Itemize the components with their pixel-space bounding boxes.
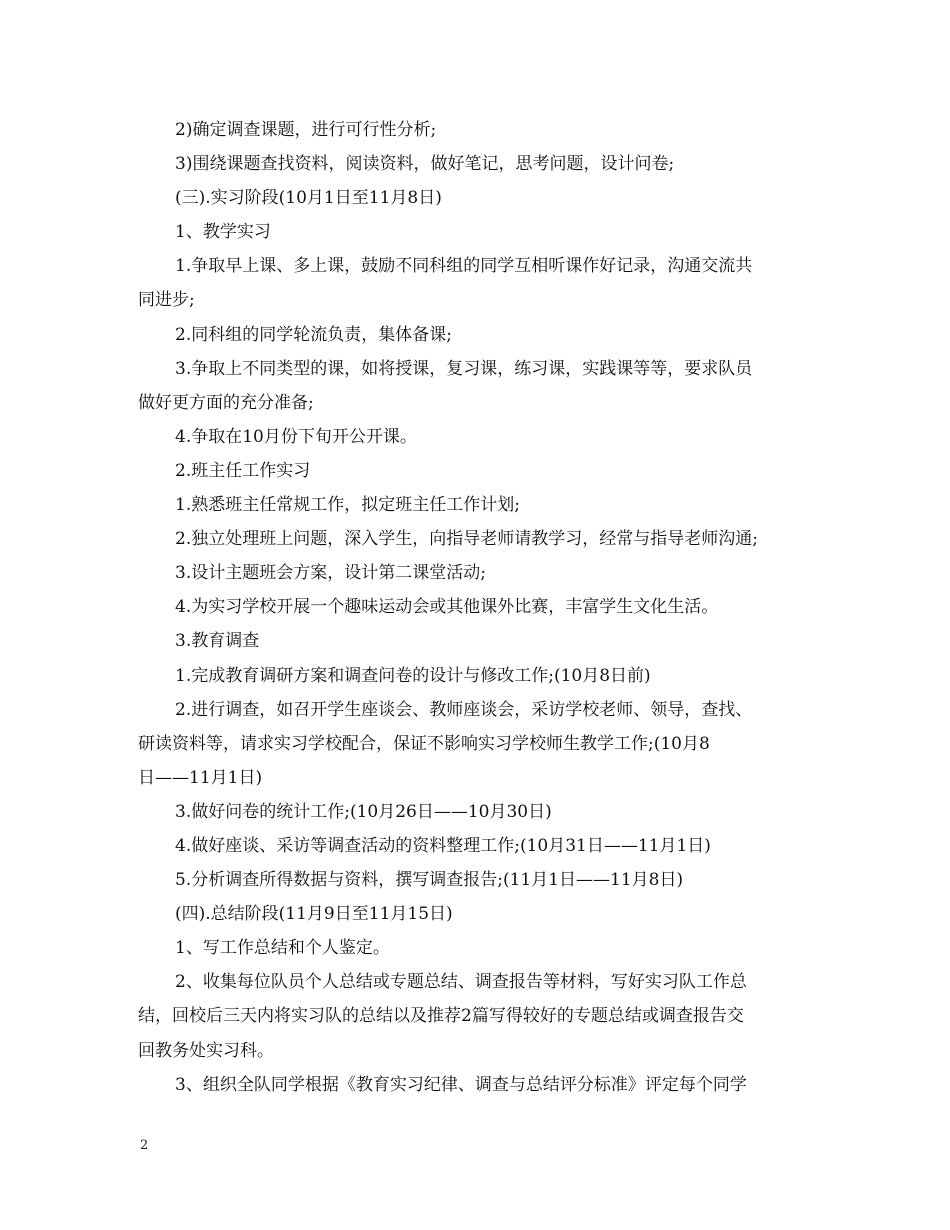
text-line: (四).总结阶段(11月9日至11月15日) <box>175 904 453 925</box>
text-line: 2)确定调查课题，进行可行性分析; <box>175 120 437 140</box>
text-line: 4.争取在10月份下旬开公开课。 <box>175 426 417 447</box>
text-line: 3.争取上不同类型的课，如将授课，复习课，练习课，实践课等等，要求队员 <box>175 358 753 379</box>
text-line: 2.独立处理班上问题，深入学生，向指导老师请教学习，经常与指导老师沟通; <box>175 529 758 550</box>
text-line: 3)围绕课题查找资料，阅读资料，做好笔记，思考问题，设计问卷; <box>175 154 675 175</box>
text-line: 2.同科组的同学轮流负责，集体备课; <box>175 324 452 345</box>
text-line: 3.做好问卷的统计工作;(10月26日——10月30日) <box>175 801 552 822</box>
text-line: 1.完成教育调研方案和调查问卷的设计与修改工作;(10月8日前) <box>175 665 651 686</box>
text-line: 3、组织全队同学根据《教育实习纪律、调查与总结评分标准》评定每个同学 <box>175 1074 747 1095</box>
text-line: 2、收集每位队员个人总结或专题总结、调查报告等材料，写好实习队工作总 <box>175 972 747 993</box>
text-line: 回教务处实习科。 <box>138 1040 274 1061</box>
text-line: 1、写工作总结和个人鉴定。 <box>175 938 390 959</box>
text-line: 2.进行调查，如召开学生座谈会、教师座谈会，采访学校老师、领导，查找、 <box>175 699 753 720</box>
text-line: 3.设计主题班会方案，设计第二课堂活动; <box>175 563 486 584</box>
text-line: 做好更方面的充分准备; <box>138 392 314 413</box>
text-line: 研读资料等，请求实习学校配合，保证不影响实习学校师生教学工作;(10月8 <box>138 733 710 754</box>
text-line: 同进步; <box>138 290 195 311</box>
text-line: 4.做好座谈、采访等调查活动的资料整理工作;(10月31日——11月1日) <box>175 835 711 856</box>
document-body <box>138 113 828 1102</box>
text-line: 1.争取早上课、多上课，鼓励不同科组的同学互相听课作好记录，沟通交流共 <box>175 256 753 277</box>
text-line: 3.教育调查 <box>175 631 260 652</box>
page-number: 2 <box>140 1138 149 1153</box>
text-line: 1.熟悉班主任常规工作，拟定班主任工作计划; <box>175 495 520 516</box>
text-line: 2.班主任工作实习 <box>175 460 311 481</box>
text-line: 4.为实习学校开展一个趣味运动会或其他课外比赛，丰富学生文化生活。 <box>175 597 719 618</box>
text-line: 日——11月1日) <box>138 767 263 788</box>
text-line: 结，回校后三天内将实习队的总结以及推荐2篇写得较好的专题总结或调查报告交 <box>138 1006 744 1027</box>
text-line: 1、教学实习 <box>175 222 271 243</box>
text-line: (三).实习阶段(10月1日至11月8日) <box>175 188 442 209</box>
text-line: 5.分析调查所得数据与资料，撰写调查报告;(11月1日——11月8日) <box>175 870 684 891</box>
